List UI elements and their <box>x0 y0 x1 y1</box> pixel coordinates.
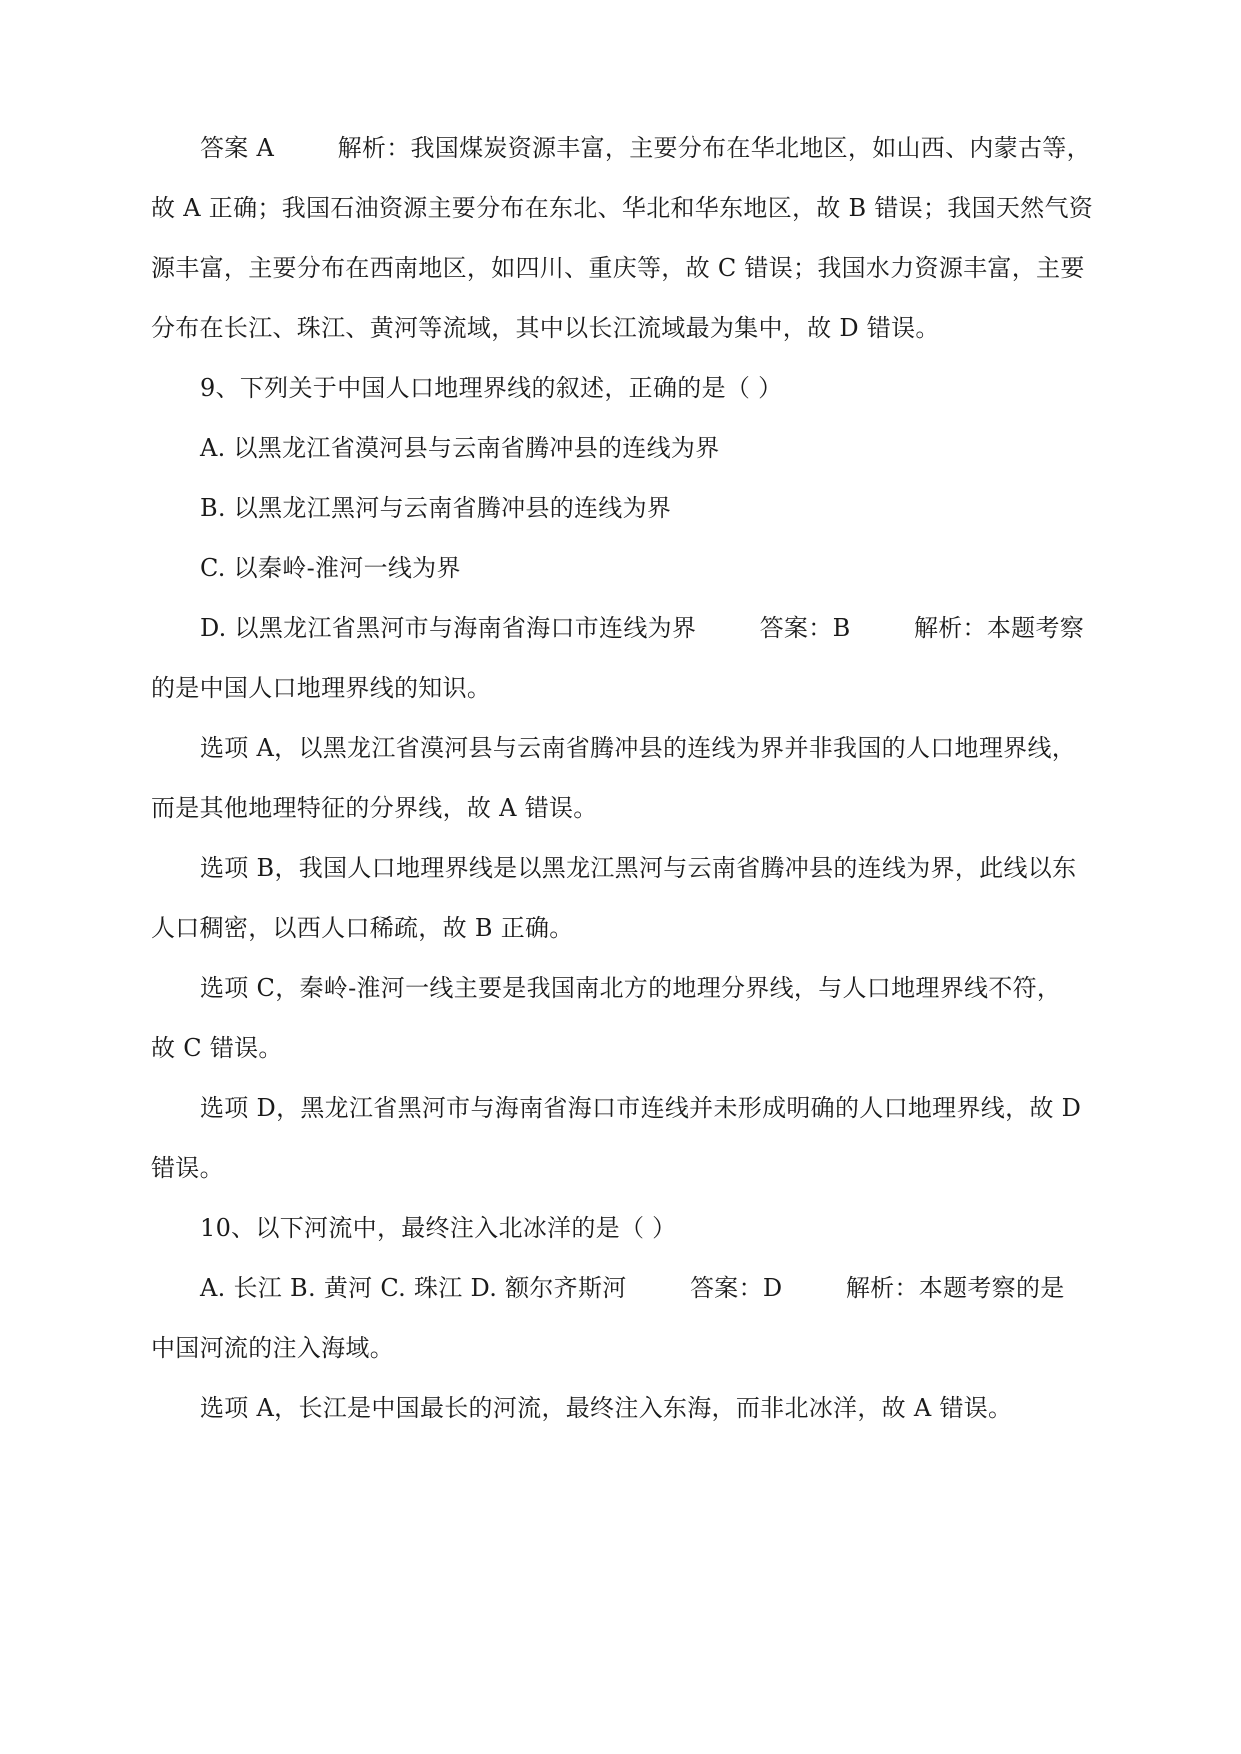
question-10-option-a-analysis: 选项 A，长江是中国最长的河流，最终注入东海，而非北冰洋，故 A 错误。 <box>200 1394 1013 1422</box>
analysis-option-b-line-1: 选项 B，我国人口地理界线是以黑龙江黑河与云南省腾冲县的连线为界，此线以东 <box>200 854 1077 882</box>
question-9-option-b: B. 以黑龙江黑河与云南省腾冲县的连线为界 <box>200 494 672 522</box>
question-9-option-d: D. 以黑龙江省黑河市与海南省海口市连线为界 答案：B 解析：本题考察 <box>200 614 1085 642</box>
answer-8-line-3: 源丰富，主要分布在西南地区，如四川、重庆等，故 C 错误；我国水力资源丰富，主要 <box>151 254 1085 282</box>
question-10: 10、以下河流中，最终注入北冰洋的是（ ） <box>200 1214 677 1242</box>
question-9-option-c: C. 以秦岭-淮河一线为界 <box>200 554 461 582</box>
analysis-option-a-line-2: 而是其他地理特征的分界线，故 A 错误。 <box>151 794 598 822</box>
answer-8-line-4: 分布在长江、珠江、黄河等流域，其中以长江流域最为集中，故 D 错误。 <box>151 314 940 342</box>
analysis-option-d-line-1: 选项 D，黑龙江省黑河市与海南省海口市连线并未形成明确的人口地理界线，故 D <box>200 1094 1082 1122</box>
analysis-option-b-line-2: 人口稠密，以西人口稀疏，故 B 正确。 <box>151 914 574 942</box>
answer-8-line-1: 答案 A 解析：我国煤炭资源丰富，主要分布在华北地区，如山西、内蒙古等， <box>200 134 1091 162</box>
question-9-analysis: 的是中国人口地理界线的知识。 <box>151 674 492 702</box>
question-9-option-a: A. 以黑龙江省漠河县与云南省腾冲县的连线为界 <box>200 434 720 462</box>
analysis-option-c-line-2: 故 C 错误。 <box>151 1034 283 1062</box>
question-10-options: A. 长江 B. 黄河 C. 珠江 D. 额尔齐斯河 答案：D 解析：本题考察的是 <box>200 1274 1065 1302</box>
analysis-option-d-line-2: 错误。 <box>151 1154 224 1182</box>
question-10-analysis: 中国河流的注入海域。 <box>151 1334 394 1362</box>
analysis-option-a-line-1: 选项 A，以黑龙江省漠河县与云南省腾冲县的连线为界并非我国的人口地理界线， <box>200 734 1077 762</box>
answer-8-line-2: 故 A 正确；我国石油资源主要分布在东北、华北和华东地区，故 B 错误；我国天然气资 <box>151 194 1094 222</box>
question-9: 9、下列关于中国人口地理界线的叙述，正确的是（ ） <box>200 374 783 402</box>
analysis-option-c-line-1: 选项 C，秦岭-淮河一线主要是我国南北方的地理分界线，与人口地理界线不符， <box>200 974 1062 1002</box>
